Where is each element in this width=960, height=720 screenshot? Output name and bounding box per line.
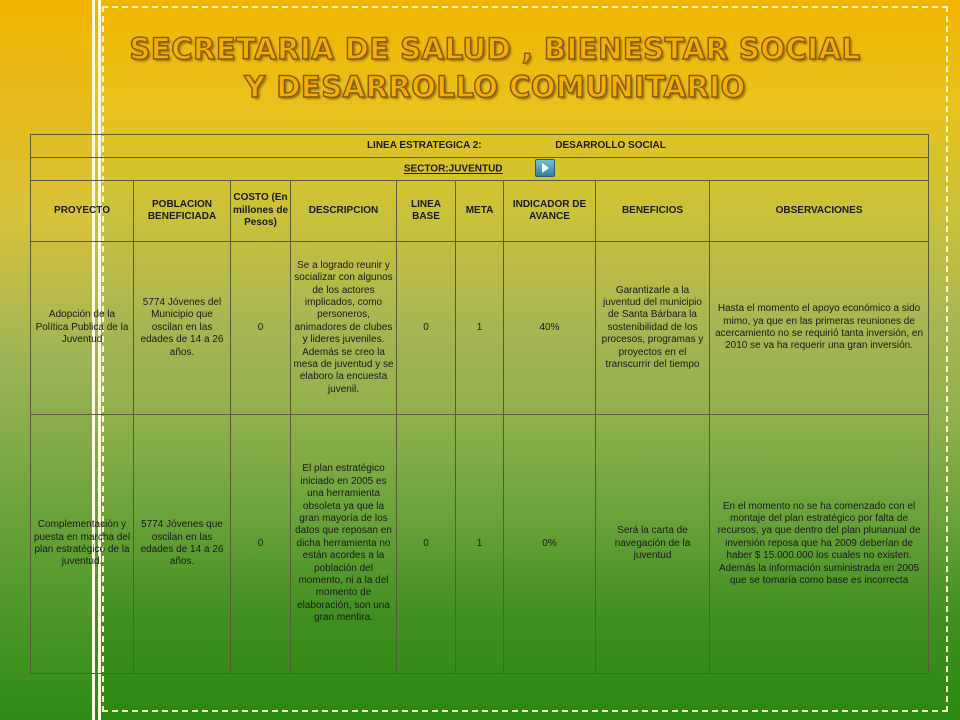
strategic-line-row (31, 135, 929, 158)
strategic-line-value: DESARROLLO SOCIAL (555, 139, 666, 151)
sector-label: SECTOR:JUVENTUD (403, 163, 503, 175)
strategic-line-cell (31, 135, 929, 158)
cell-proyecto: Adopción de la Política Publica de la Juventud (31, 242, 134, 415)
header-observaciones: OBSERVACIONES (710, 181, 929, 242)
header-row (31, 181, 929, 242)
table-row (31, 415, 929, 674)
cell-beneficios: Garantizarle a la juventud del municipio de Santa Bárbara la sostenibilidad de los procesos, programas y proyectos en el transcurrir del tiempo (596, 242, 710, 415)
sector-cell (31, 158, 929, 181)
header-indicador: INDICADOR DE AVANCE (504, 181, 596, 242)
table-row (31, 242, 929, 415)
cell-indicador: 40% (504, 242, 596, 415)
slide-title (110, 30, 880, 106)
sector-row (31, 158, 929, 181)
cell-meta: 1 (456, 415, 504, 674)
title-line-2: Y DESARROLLO COMUNITARIO (244, 70, 746, 104)
nav-arrow-icon[interactable] (535, 159, 555, 177)
cell-indicador: 0% (504, 415, 596, 674)
cell-linea-base: 0 (397, 415, 456, 674)
header-descripcion: DESCRIPCION (291, 181, 397, 242)
strategic-line-label: LINEA ESTRATEGICA 2: (366, 139, 482, 151)
header-costo: COSTO (En millones de Pesos) (231, 181, 291, 242)
cell-descripcion: El plan estratégico iniciado en 2005 es una herramienta obsoleta ya que la gran mayoría de los datos que reposan en dicha herramienta no están acordes a la población del momento, ni a la del momento de elaboración, son una gran mentira. (291, 415, 397, 674)
cell-proyecto: Complementación y puesta en marcha del plan estratégico de la juventud. (31, 415, 134, 674)
cell-costo: 0 (231, 242, 291, 415)
cell-beneficios: Será la carta de navegación de la juventud (596, 415, 710, 674)
cell-linea-base: 0 (397, 242, 456, 415)
project-table (30, 134, 929, 674)
header-proyecto: PROYECTO (31, 181, 134, 242)
cell-meta: 1 (456, 242, 504, 415)
title-line-1: SECRETARIA DE SALUD , BIENESTAR SOCIAL (129, 32, 861, 66)
cell-observaciones: Hasta el momento el apoyo económico a sido mimo, ya que en las primeras reuniones de acercamiento no se requirió tanta inversión, en 2010 se va ha requerir una gran inversión. (710, 242, 929, 415)
header-meta: META (456, 181, 504, 242)
cell-costo: 0 (231, 415, 291, 674)
cell-poblacion: 5774 Jóvenes del Municipio que oscilan en las edades de 14 a 26 años. (134, 242, 231, 415)
header-beneficios: BENEFICIOS (596, 181, 710, 242)
cell-descripcion: Se a logrado reunir y socializar con algunos de los actores implicados, como personeros, animadores de clubes y lideres juveniles. Además se creo la mesa de juventud y se elaboro la encuesta juvenil. (291, 242, 397, 415)
cell-poblacion: 5774 Jóvenes que oscilan en las edades de 14 a 26 años. (134, 415, 231, 674)
header-linea-base: LINEA BASE (397, 181, 456, 242)
header-poblacion: POBLACION BENEFICIADA (134, 181, 231, 242)
cell-observaciones: En el momento no se ha comenzado con el montaje del plan estratégico por falta de recursos, ya que dentro del plan plurianual de inversión reposa que ha 2009 deberían de haber $ 15.000.000 los cuales no existen. Además la información suministrada en 2005 que se tomaría como base es incorrecta (710, 415, 929, 674)
